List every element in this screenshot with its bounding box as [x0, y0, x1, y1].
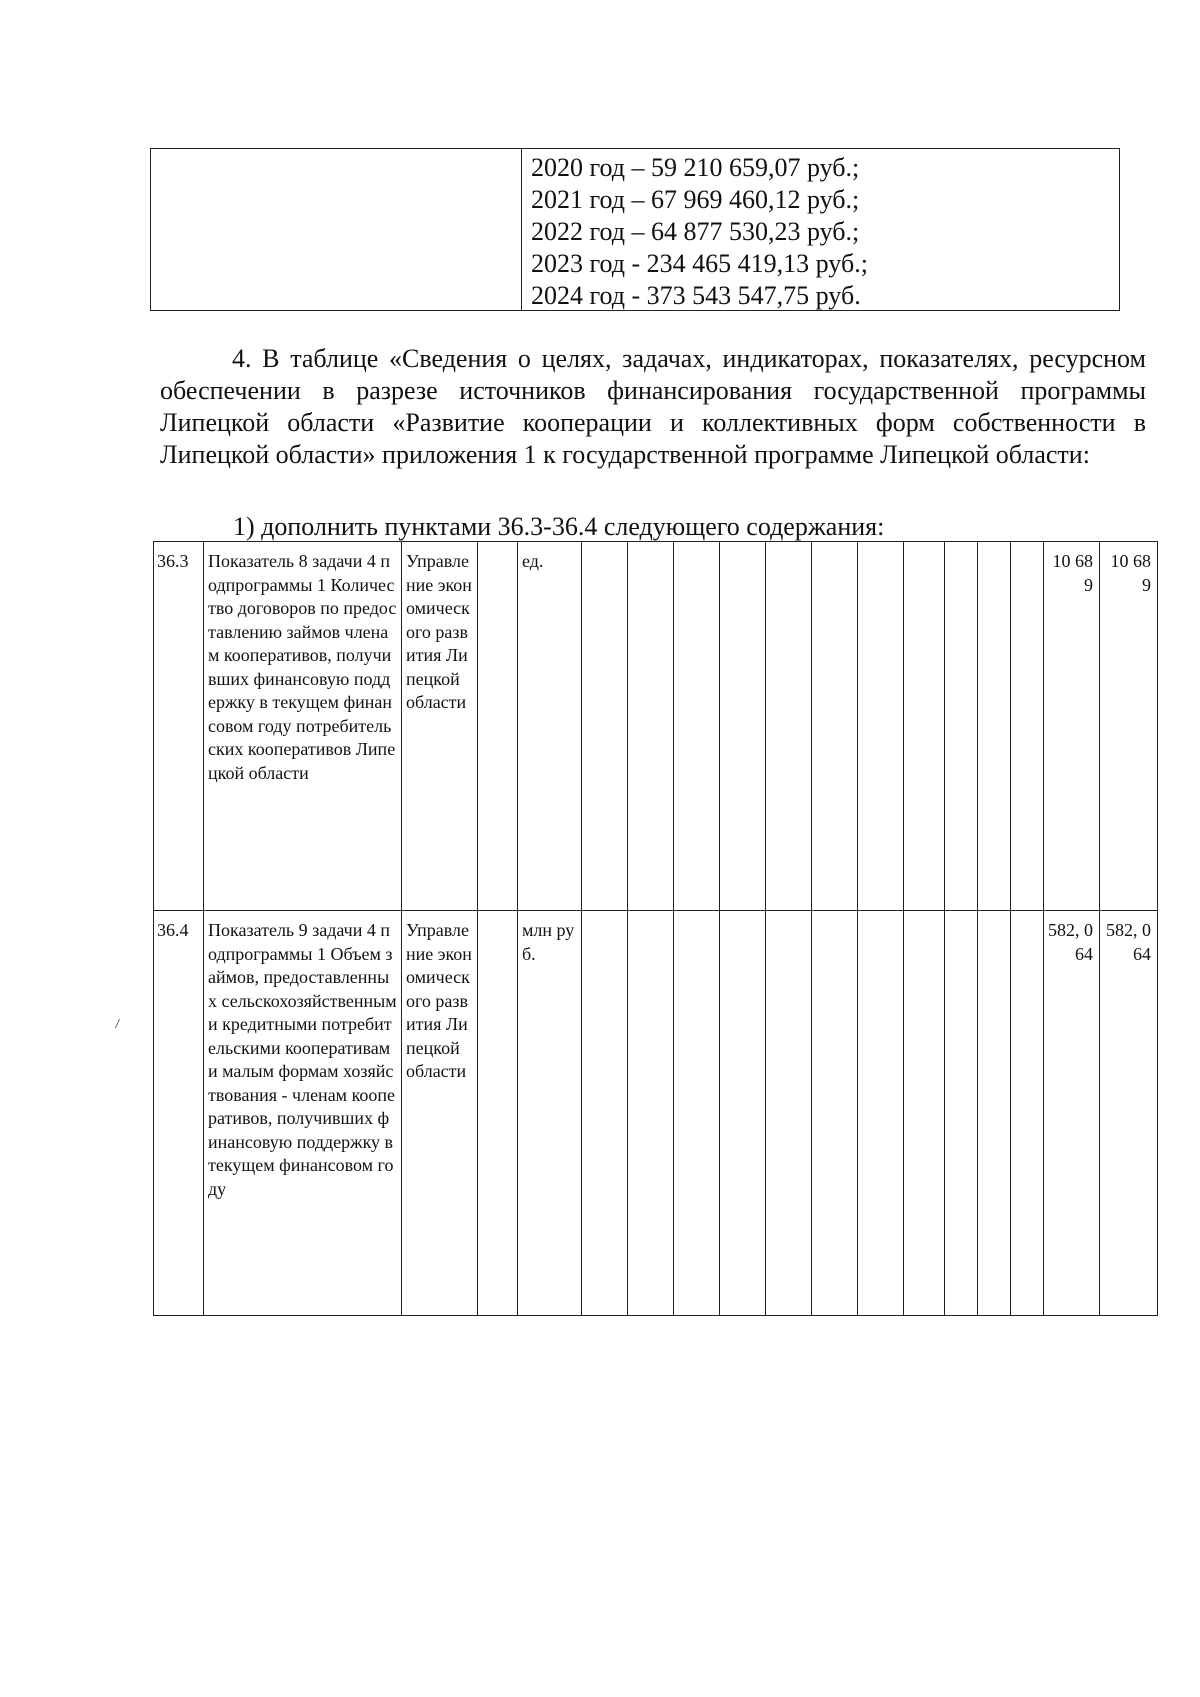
value-cell: 582, 064 [1100, 911, 1158, 1316]
empty-cell [674, 542, 720, 911]
empty-cell [904, 542, 945, 911]
empty-cell [978, 542, 1011, 911]
value-cell: 10 689 [1044, 542, 1100, 911]
executor-name: Управление экономического развития Липецкой области [402, 911, 478, 1316]
empty-cell [812, 911, 858, 1316]
empty-cell [628, 542, 674, 911]
empty-cell [945, 542, 978, 911]
financing-line-2021: 2021 год – 67 969 460,12 руб.; [531, 185, 860, 214]
financing-line-2022: 2022 год – 64 877 530,23 руб.; [531, 217, 860, 246]
empty-cell [858, 542, 904, 911]
financing-box [150, 148, 1120, 311]
empty-cell [978, 911, 1011, 1316]
empty-cell [720, 911, 766, 1316]
empty-cell [945, 911, 978, 1316]
executor-name: Управление экономического развития Липецкой области [402, 542, 478, 911]
amendment-subitem: 1) дополнить пунктами 36.3-36.4 следующего содержания: [233, 512, 885, 541]
financing-line-2024: 2024 год - 373 543 547,75 руб. [531, 281, 861, 310]
indicator-name: Показатель 9 задачи 4 подпрограммы 1 Объем займов, предоставленных сельскохозяйственными кредитными потребительскими кооперативами малым формам хозяйствования - членам кооперативов, получивших финансовую поддержку в текущем финансовом году [204, 911, 402, 1316]
row-number: 36.3 [154, 542, 204, 911]
empty-cell [858, 911, 904, 1316]
empty-cell [766, 542, 812, 911]
scan-mark [115, 1019, 123, 1028]
empty-cell [904, 911, 945, 1316]
empty-cell [478, 542, 518, 911]
table-row [154, 911, 1158, 1316]
row-number: 36.4 [154, 911, 204, 1316]
empty-cell [720, 542, 766, 911]
financing-line-2020: 2020 год – 59 210 659,07 руб.; [531, 153, 860, 182]
empty-cell [1011, 911, 1044, 1316]
value-cell: 10 689 [1100, 542, 1158, 911]
table-row [154, 542, 1158, 911]
amendment-text: 4. В таблице «Сведения о целях, задачах, индикаторах, показателях, ресурсном обеспечении в разрезе источников финансирования государственной программы Липецкой области «Развитие кооперации и коллективных форм собственности в Липецкой области» приложения 1 к государственной программе Липецкой области: [160, 344, 1146, 469]
financing-line-2023: 2023 год - 234 465 419,13 руб.; [531, 249, 868, 278]
indicator-name: Показатель 8 задачи 4 подпрограммы 1 Количество договоров по предоставлению займов членам кооперативов, получивших финансовую поддержку в текущем финансовом году потребительских кооперативов Липецкой области [204, 542, 402, 911]
column-divider [521, 149, 522, 310]
empty-cell [812, 542, 858, 911]
value-cell: 582, 064 [1044, 911, 1100, 1316]
unit-cell: млн руб. [518, 911, 582, 1316]
empty-cell [478, 911, 518, 1316]
empty-cell [582, 542, 628, 911]
unit-cell: ед. [518, 542, 582, 911]
indicator-table [153, 541, 1158, 1316]
financing-lines [531, 152, 1115, 312]
empty-cell [674, 911, 720, 1316]
empty-cell [1011, 542, 1044, 911]
empty-cell [628, 911, 674, 1316]
empty-cell [582, 911, 628, 1316]
empty-cell [766, 911, 812, 1316]
amendment-paragraph [160, 343, 1146, 471]
